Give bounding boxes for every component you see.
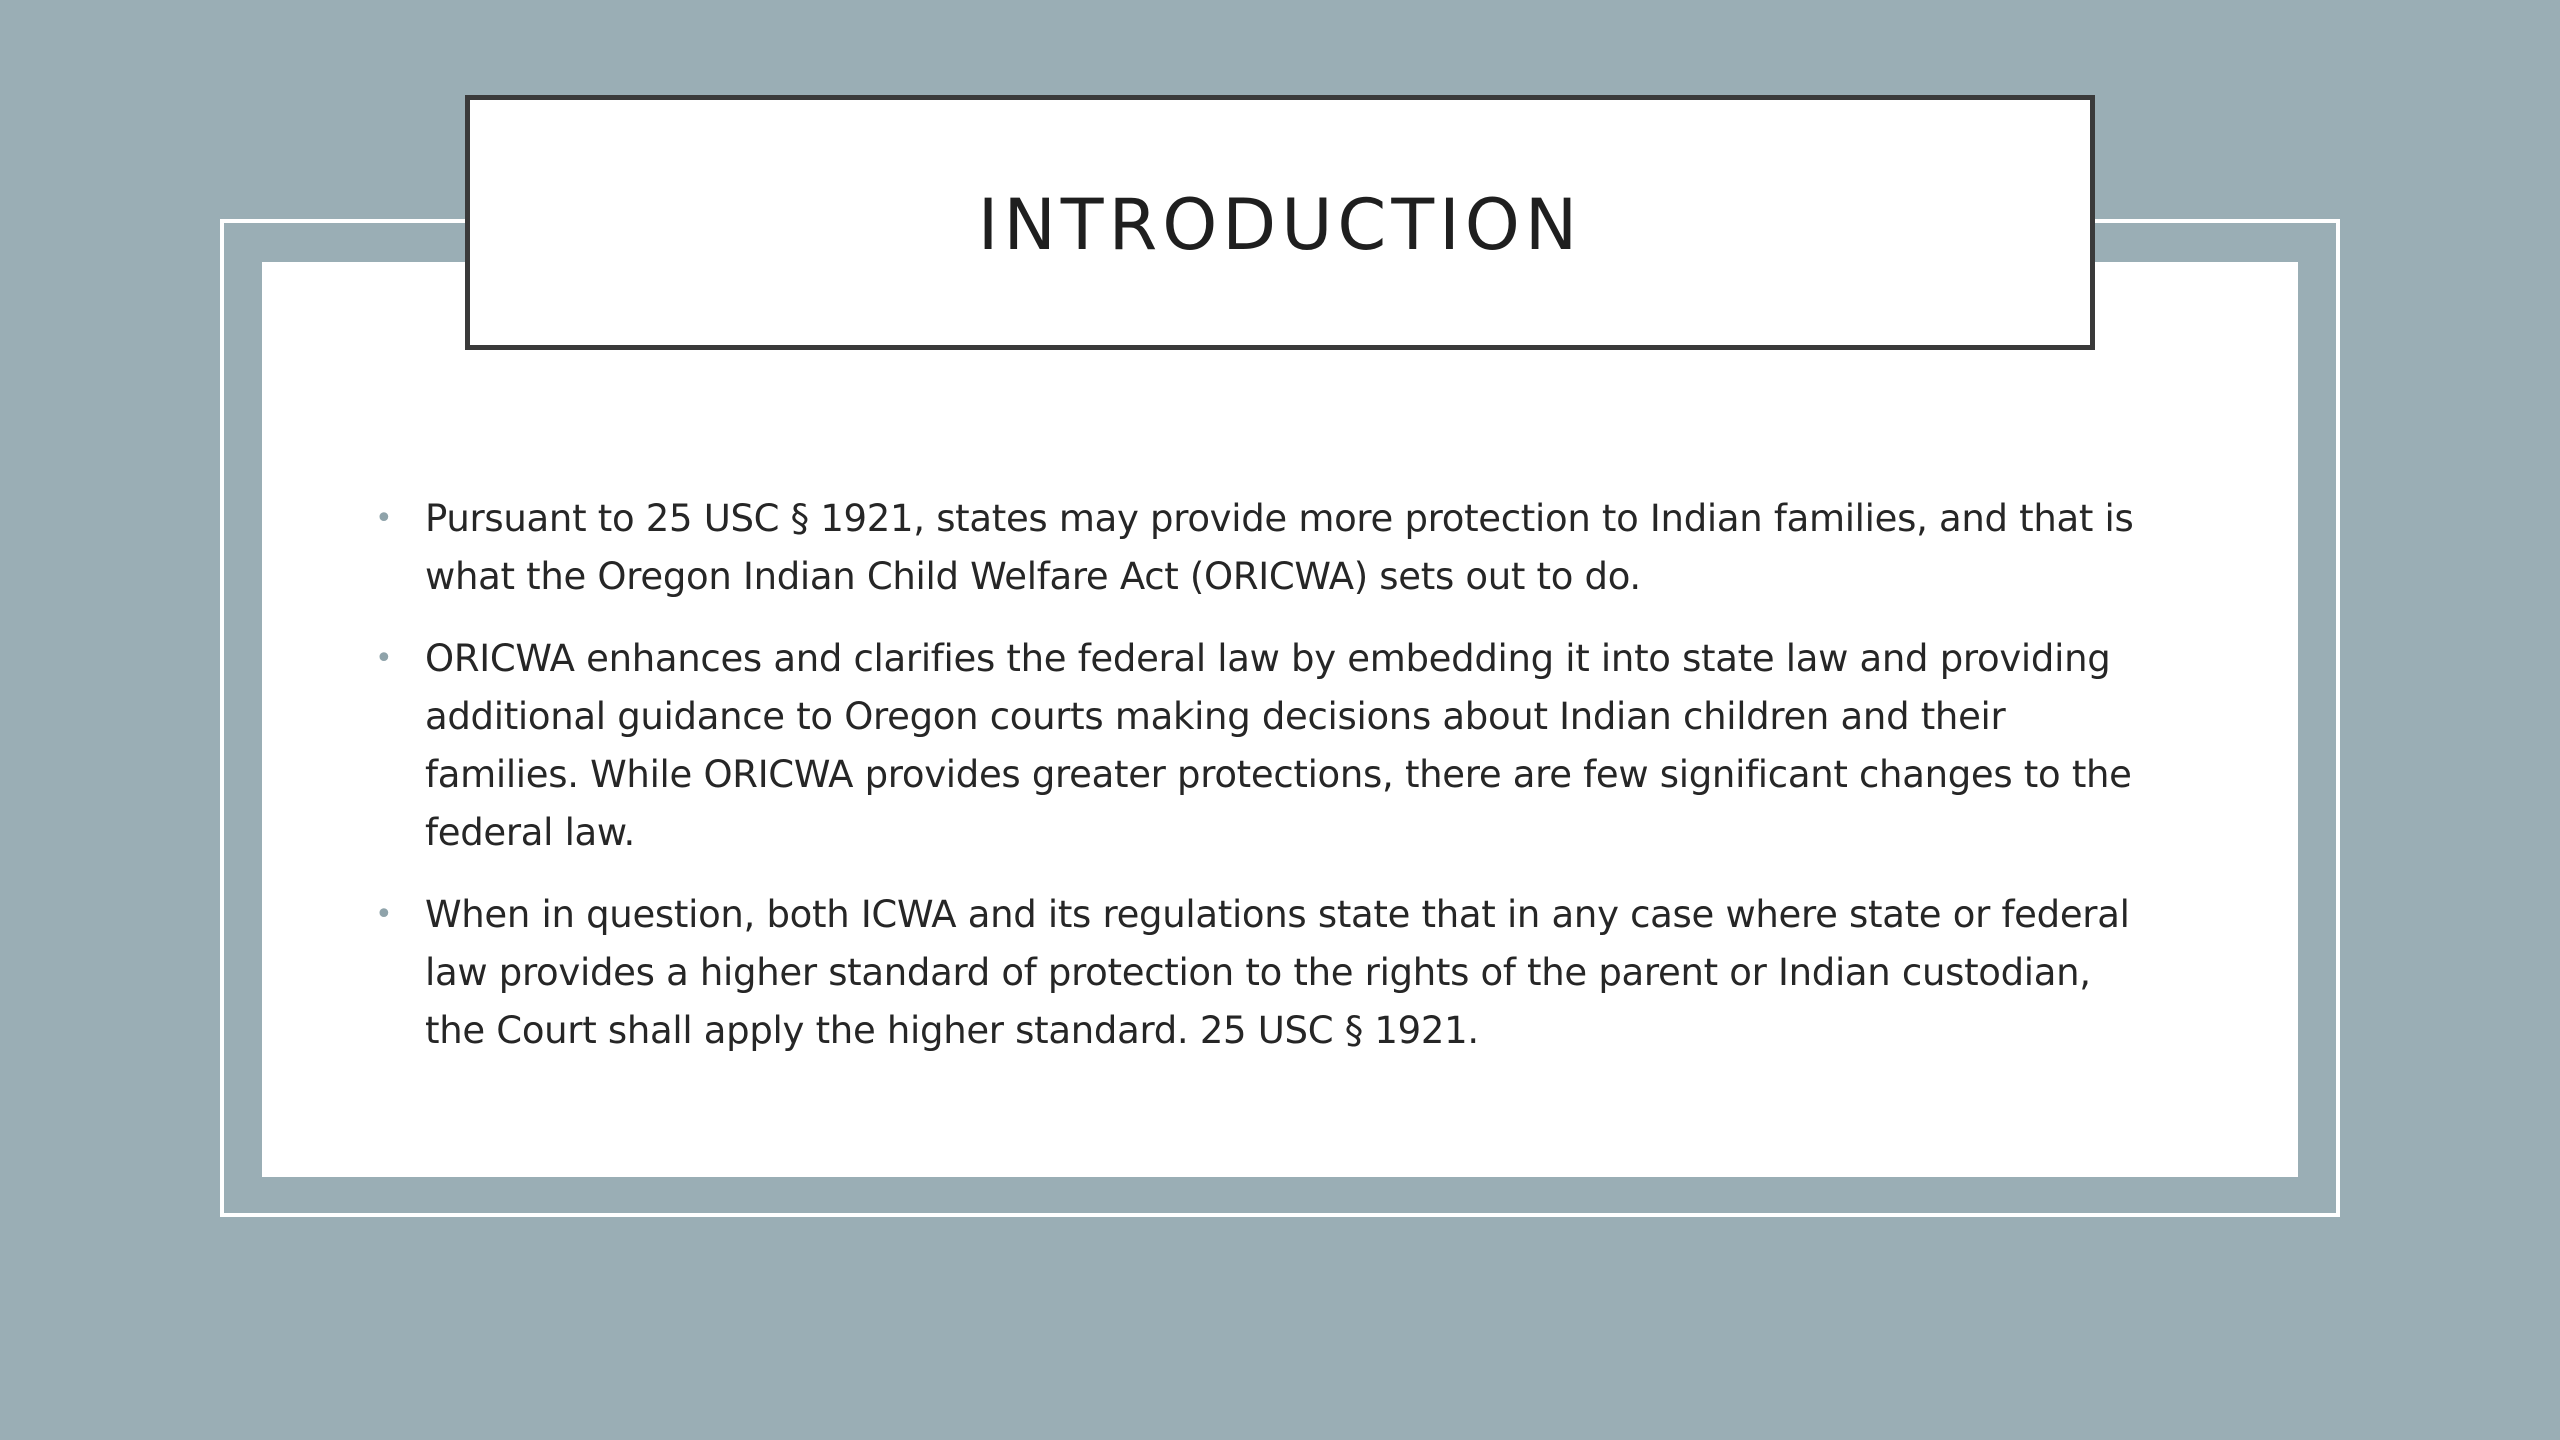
slide-title: INTRODUCTION — [977, 183, 1583, 266]
bullet-dot-icon: • — [375, 897, 393, 932]
title-box — [465, 95, 2095, 350]
bullet-item — [370, 490, 2150, 606]
bullet-dot-icon: • — [375, 641, 393, 676]
bullet-item — [370, 886, 2150, 1060]
bullet-text: ORICWA enhances and clarifies the federal law by embedding it into state law and providing additional guidance to Oregon courts making decisions about Indian children and their families. While ORICWA provides greater protections, there are few significant changes to the federal law. — [425, 637, 2132, 854]
bullet-text: Pursuant to 25 USC § 1921, states may provide more protection to Indian families, and that is what the Oregon Indian Child Welfare Act (ORICWA) sets out to do. — [425, 497, 2134, 598]
bullet-text: When in question, both ICWA and its regulations state that in any case where state or federal law provides a higher standard of protection to the rights of the parent or Indian custodian, the Court shall apply the higher standard. 25 USC § 1921. — [425, 893, 2130, 1052]
bullet-dot-icon: • — [375, 501, 393, 536]
bullet-list — [370, 490, 2150, 1084]
bullet-item — [370, 630, 2150, 862]
